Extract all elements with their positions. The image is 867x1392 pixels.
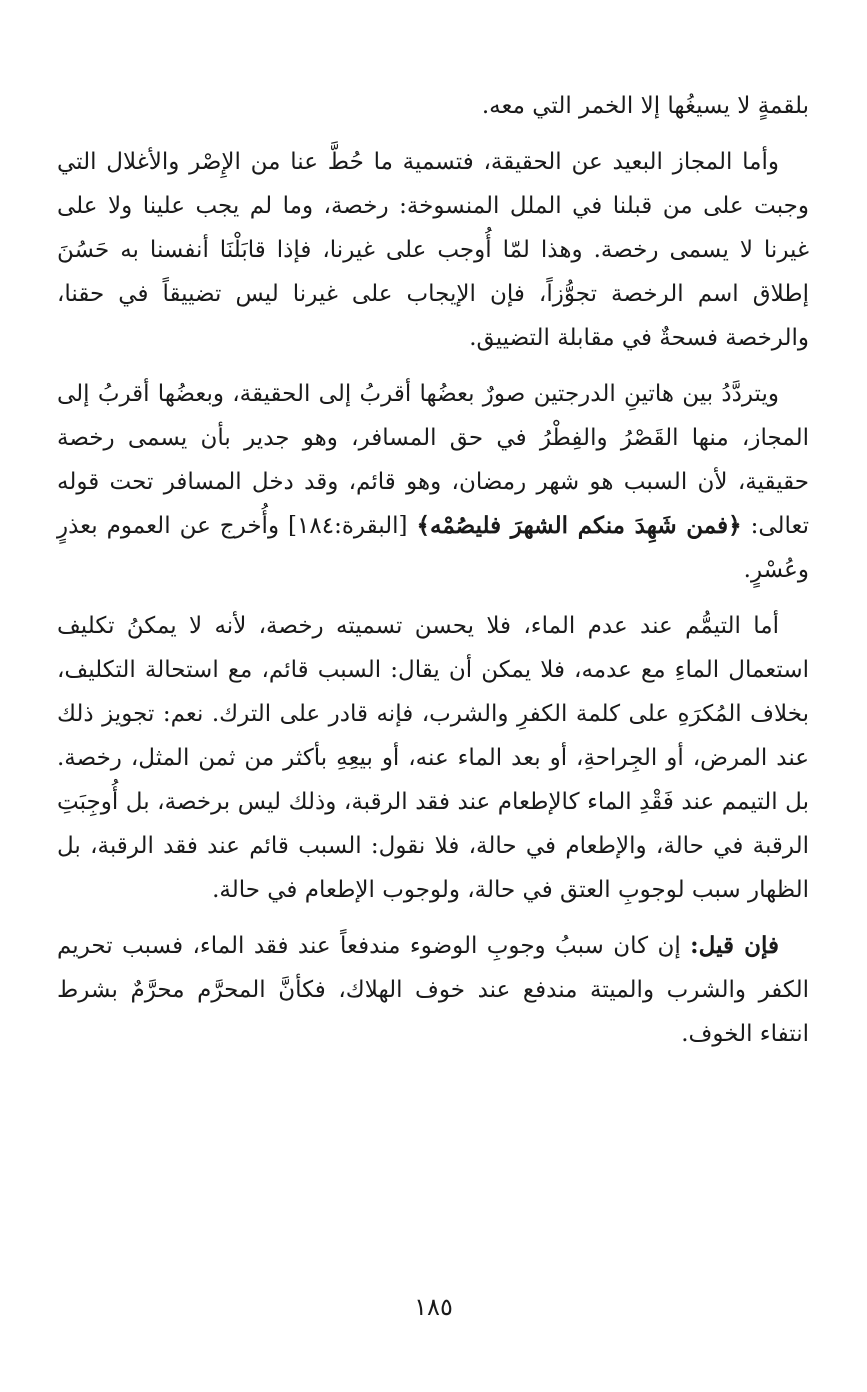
body-text xyxy=(57,84,809,1068)
paragraph-3-text-before: ويتردَّدُ بين هاتينِ الدرجتين صورٌ بعضُها أقربُ إلى الحقيقة، وبعضُها أقربُ إلى المجاز، منها القَصْرُ والفِطْرُ في حق المسافر، وهو جدير بأن يسمى رخصة حقيقية، لأن السبب هو شهر رمضان، وهو قائم، وقد دخل المسافر تحت قوله تعالى: xyxy=(57,381,810,539)
paragraph-3 xyxy=(57,372,809,592)
objection-lead: فإن قيل: xyxy=(690,932,779,959)
paragraph-5 xyxy=(57,924,809,1056)
paragraph-4-text: أما التيمُّم عند عدم الماء، فلا يحسن تسميته رخصة، لأنه لا يمكنُ تكليف استعمال الماءِ مع عدمه، فلا يمكن أن يقال: السبب قائم، مع استحالة التكليف، بخلاف المُكرَهِ على كلمة الكفرِ والشرب، فإنه قادر على الترك. نعم: تجويز ذلك عند المرض، أو الجِراحةِ، أو بعد الماء عنه، أو بيعِهِ بأكثر من ثمن المثل، رخصة. بل التيمم عند فَقْدِ الماء كالإطعام عند فقد الرقبة، وذلك ليس برخصة، بل أُوجِبَتِ الرقبة في حالة، والإطعام في حالة، فلا نقول: السبب قائم عند فقد الرقبة، بل الظهار سبب لوجوبِ العتق في حالة، ولوجوب الإطعام في حالة. xyxy=(57,613,809,903)
quran-quote: ﴿فمن شَهِدَ منكم الشهرَ فليصُمْه﴾ xyxy=(416,512,742,539)
paragraph-2 xyxy=(57,140,809,360)
page-number: ١٨٥ xyxy=(414,1293,453,1321)
paragraph-2-text: وأما المجاز البعيد عن الحقيقة، فتسمية ما حُطَّ عنا من الإِصْر والأغلال التي وجبت على من قبلنا في الملل المنسوخة: رخصة، وما لم يجب علينا ولا على غيرنا لا يسمى رخصة. وهذا لمّا أُوجب على غيرنا، فإذا قابَلْنَا أنفسنا به حَسُنَ إطلاق اسم الرخصة تجوُّزاً، فإن الإيجاب على غيرنا ليس تضييقاً في حقنا، والرخصة فسحةٌ في مقابلة التضييق. xyxy=(57,149,809,351)
paragraph-4 xyxy=(57,604,809,912)
paragraph-1-text: بلقمةٍ لا يسيغُها إلا الخمر التي معه. xyxy=(481,93,809,119)
paragraph-3-text-after: [البقرة:١٨٤] وأُخرج عن العموم بعذرٍ وعُسْرٍ. xyxy=(57,513,809,583)
paragraph-5-text: إن كان سببُ وجوبِ الوضوء مندفعاً عند فقد الماء، فسبب تحريم الكفر والشرب والميتة مندفع عند خوف الهلاك، فكأنَّ المحرَّم محرَّمٌ بشرط انتفاء الخوف. xyxy=(57,933,809,1047)
paragraph-1 xyxy=(57,84,809,128)
